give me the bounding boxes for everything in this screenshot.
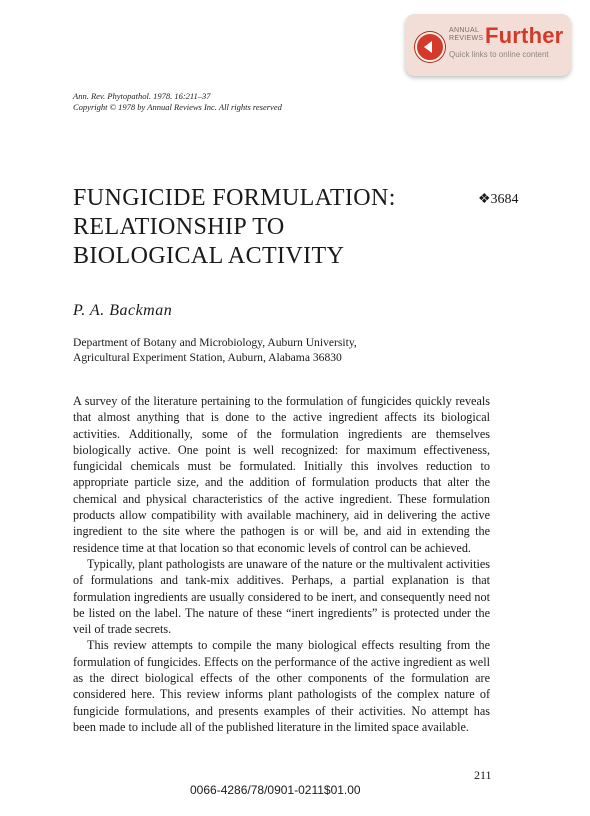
affiliation-line-2: Agricultural Experiment Station, Auburn, Alabama 36830 xyxy=(73,351,342,364)
author-affiliation xyxy=(73,335,357,365)
paragraph-2: Typically, plant pathologists are unaware of the nature or the multivalent activities of formulations and tank-mix additives. Perhaps, a partial explanation is that formulation ingredients are usually considered to be inert, and consequently need not be listed on the label. The nature of these “inert ingredients” is protected under the veil of trade secrets. xyxy=(73,556,490,637)
annual-reviews-logo-icon xyxy=(415,32,445,62)
copyright-line: Copyright © 1978 by Annual Reviews Inc. All rights reserved xyxy=(73,101,282,112)
annual-reviews-label: ANNUAL REVIEWS xyxy=(449,27,484,42)
article-title xyxy=(73,184,433,271)
title-line-1: FUNGICIDE FORMULATION: xyxy=(73,185,396,211)
further-label: Further xyxy=(485,23,564,48)
title-line-3: BIOLOGICAL ACTIVITY xyxy=(73,243,345,269)
affiliation-line-1: Department of Botany and Microbiology, Auburn University, xyxy=(73,336,357,349)
page-number: 211 xyxy=(474,768,492,782)
annual-reviews-further-badge[interactable] xyxy=(405,14,571,76)
journal-citation xyxy=(73,91,282,112)
article-code: ❖3684 xyxy=(478,192,519,207)
title-line-2: RELATIONSHIP TO xyxy=(73,214,285,240)
issn-line: 0066-4286/78/0901-0211$01.00 xyxy=(190,783,361,797)
citation-line: Ann. Rev. Phytopathol. 1978. 16:211–37 xyxy=(73,91,211,101)
article-body xyxy=(73,393,490,735)
paragraph-1: A survey of the literature pertaining to the formulation of fungicides quickly reveals that almost anything that is done to the active ingredient affects its biological activities. Additionally, some of the formulation ingredients are themselves biologically active. One point is well recognized: for maximum effectiveness, fungicidal chemicals must be formulated. Initially this involves reduction to appropriate particle size, and the addition of formulation products that alter the chemical and physical characteristics of the active ingredient. These formulation products allow compatibility with available machinery, aid in delivering the active ingredient to the site where the pathogen is or will be, and aid in extending the residence time at that location so that economic levels of control can be achieved. xyxy=(73,394,490,555)
author-name: P. A. Backman xyxy=(73,302,173,319)
paragraph-3: This review attempts to compile the many biological effects resulting from the formulation of fungicides. Effects on the performance of the active ingredient as well as the direct biological effects of the other components of the formulation are considered here. This review informs plant pathologists of the complex nature of fungicide formulations, and presents examples of their activities. No attempt has been made to include all of the published literature in the limited space available. xyxy=(73,638,490,734)
further-subtitle: Quick links to online content xyxy=(449,50,549,59)
